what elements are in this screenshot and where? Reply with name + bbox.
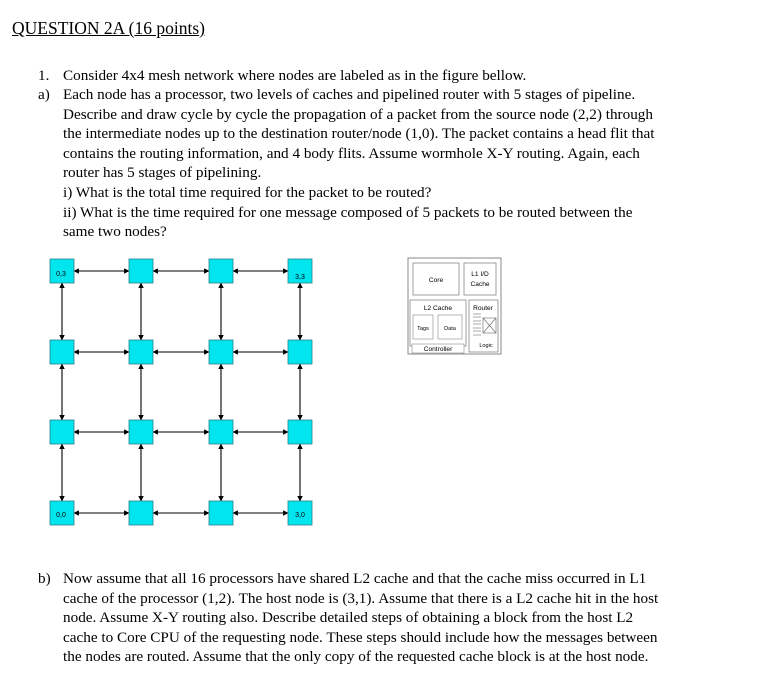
mesh-node-1-3 — [129, 259, 153, 283]
mesh-node-1-2 — [129, 340, 153, 364]
mesh-node-2-0 — [209, 501, 233, 525]
node-label-0-3: 0,3 — [56, 271, 66, 278]
part-a-line: router has 5 stages of pipelining. — [63, 164, 262, 182]
core-label: Core — [428, 277, 444, 284]
mesh-node-2-1 — [209, 420, 233, 444]
logic-label: Logic — [479, 343, 493, 349]
item-text: Consider 4x4 mesh network where nodes are labeled as in the figure bellow. — [63, 67, 527, 84]
item-number: 1. — [38, 67, 50, 84]
part-a-line: ii) What is the time required for one message composed of 5 packets to be routed between the — [63, 203, 633, 221]
part-b-label: b) — [38, 570, 51, 587]
node-label-0-0: 0,0 — [56, 512, 66, 519]
node-label-3-0: 3,0 — [295, 512, 305, 519]
part-b-line: cache of the processor (1,2). The host node is (3,1). Assume that there is a L2 cache hit in the host — [63, 589, 659, 607]
node-label-3-3: 3,3 — [295, 274, 305, 281]
mesh-node-0-1 — [50, 420, 74, 444]
node-architecture-diagram — [408, 258, 501, 354]
part-b-line: cache to Core CPU of the requesting node. These steps should include how the messages between — [63, 628, 658, 646]
part-b-text — [63, 569, 762, 667]
mesh-links — [62, 271, 300, 513]
part-a-line: Each node has a processor, two levels of caches and pipelined router with 5 stages of pipeline. — [63, 86, 636, 103]
part-a-line: contains the routing information, and 4 body flits. Assume wormhole X-Y routing. Again, each — [63, 144, 640, 162]
l1-cache-label: Cache — [470, 281, 490, 288]
question-title: QUESTION 2A (16 points) — [12, 18, 205, 38]
part-a-line: Describe and draw cycle by cycle the propagation of a packet from the source node (2,2) through — [63, 105, 653, 123]
crossbar-icon — [483, 318, 496, 333]
controller-label: Controller — [423, 346, 453, 353]
l2-cache-label: L2 Cache — [423, 305, 453, 312]
mesh-node-2-2 — [209, 340, 233, 364]
part-a-line: same two nodes? — [63, 223, 167, 241]
mesh-node-1-0 — [129, 501, 153, 525]
l1-cache-box — [464, 263, 496, 295]
mesh-node-3-2 — [288, 340, 312, 364]
part-a-line: the intermediate nodes up to the destination router/node (1,0). The packet contains a head flit that — [63, 125, 655, 143]
part-b-line: the nodes are routed. Assume that the only copy of the requested cache block is at the host node. — [63, 648, 649, 666]
mesh-node-1-1 — [129, 420, 153, 444]
data-label: Data — [444, 326, 456, 332]
mesh-node-2-3 — [209, 259, 233, 283]
part-a-line: i) What is the total time required for the packet to be routed? — [63, 183, 432, 201]
part-b-line: node. Assume X-Y routing also. Describe detailed steps of obtaining a block from the host L2 — [63, 609, 634, 627]
part-b-line: Now assume that all 16 processors have shared L2 cache and that the cache miss occurred in L1 — [63, 570, 647, 587]
node-labels — [56, 271, 305, 519]
tags-label: Tags — [417, 326, 429, 332]
mesh-node-0-2 — [50, 340, 74, 364]
l1-label: L1 I/D — [471, 271, 489, 278]
part-a-label: a) — [38, 86, 50, 103]
router-label: Router — [473, 305, 493, 312]
mesh-nodes — [50, 259, 312, 525]
mesh-node-3-1 — [288, 420, 312, 444]
